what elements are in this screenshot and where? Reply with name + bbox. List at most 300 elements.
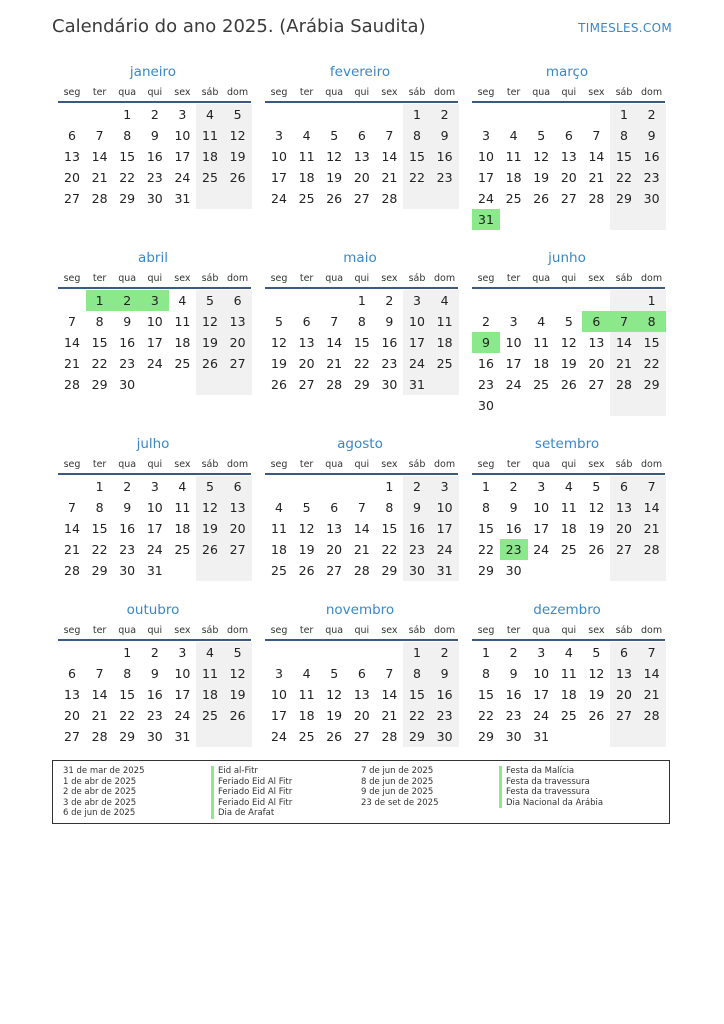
weekday-header: qui	[354, 87, 370, 98]
day-cell: 29	[409, 729, 425, 744]
day-cell: 29	[91, 377, 108, 392]
day-cell: 20	[64, 170, 80, 185]
day-cell: 23	[643, 170, 660, 185]
weekday-header: dom	[641, 459, 663, 470]
day-cell: 10	[533, 500, 550, 515]
day-cell: 19	[229, 149, 246, 164]
day-cell: 23	[436, 708, 453, 723]
day-cell: 15	[91, 335, 108, 350]
day-cell: 30	[119, 377, 136, 392]
day-cell: 23	[119, 356, 136, 371]
day-cell: 31	[436, 563, 453, 578]
holiday-day-cell: 31	[472, 209, 500, 230]
day-cell: 7	[385, 666, 394, 681]
legend-date: 31 de mar de 2025	[63, 766, 145, 776]
weekday-header: qua	[325, 87, 344, 98]
weekday-header: qui	[354, 459, 370, 470]
day-cell: 20	[229, 335, 246, 350]
day-cell: 22	[353, 356, 370, 371]
day-cell: 12	[588, 500, 605, 515]
weekday-header: ter	[506, 87, 521, 98]
day-cell: 18	[505, 170, 522, 185]
day-cell: 28	[381, 191, 398, 206]
day-cell: 1	[647, 293, 656, 308]
legend-date: 6 de jun de 2025	[63, 808, 136, 819]
day-cell: 2	[123, 479, 132, 494]
day-cell: 17	[436, 521, 453, 536]
day-cell: 10	[533, 666, 550, 681]
day-cell: 10	[409, 314, 425, 329]
day-cell: 5	[592, 645, 601, 660]
holiday-day-cell: 2	[113, 290, 141, 311]
weekday-header: qua	[532, 625, 551, 636]
weekday-header: dom	[227, 87, 249, 98]
holiday-day-cell: 23	[500, 539, 528, 560]
day-cell: 16	[505, 521, 522, 536]
day-cell: 6	[330, 500, 339, 515]
day-cell: 4	[275, 500, 283, 515]
day-cell: 1	[620, 107, 628, 122]
day-cell: 18	[202, 687, 218, 702]
day-cell: 29	[119, 191, 136, 206]
day-cell: 16	[409, 521, 425, 536]
day-cell: 12	[229, 666, 246, 681]
header-rule	[472, 101, 665, 103]
day-cell: 16	[381, 335, 398, 350]
day-cell: 28	[64, 377, 80, 392]
day-cell: 25	[174, 356, 191, 371]
day-cell: 29	[478, 563, 494, 578]
day-cell: 6	[564, 128, 573, 143]
day-cell: 24	[271, 729, 287, 744]
header-rule	[58, 287, 251, 289]
day-cell: 28	[616, 377, 632, 392]
day-cell: 3	[275, 666, 283, 681]
weekday-header: ter	[506, 459, 521, 470]
weekday-header: qui	[561, 459, 577, 470]
day-cell: 15	[409, 687, 425, 702]
day-cell: 2	[647, 107, 656, 122]
weekday-header: ter	[92, 625, 107, 636]
day-cell: 17	[533, 687, 550, 702]
weekday-header: qui	[147, 459, 163, 470]
weekday-header: ter	[92, 273, 107, 284]
weekday-header: sáb	[201, 625, 219, 636]
day-cell: 6	[233, 293, 242, 308]
day-cell: 7	[357, 500, 366, 515]
day-cell: 21	[91, 708, 108, 723]
day-cell: 21	[381, 170, 398, 185]
day-cell: 4	[564, 479, 573, 494]
day-cell: 21	[64, 542, 80, 557]
weekday-header: dom	[227, 273, 249, 284]
day-cell: 17	[174, 149, 191, 164]
month-name: abril	[138, 250, 168, 266]
day-cell: 15	[478, 687, 494, 702]
day-cell: 3	[482, 128, 490, 143]
day-cell: 21	[381, 708, 398, 723]
day-cell: 21	[64, 356, 80, 371]
day-cell: 14	[326, 335, 343, 350]
header-rule	[58, 101, 251, 103]
day-cell: 22	[616, 170, 632, 185]
day-cell: 7	[95, 666, 104, 681]
day-cell: 23	[381, 356, 398, 371]
day-cell: 11	[174, 314, 191, 329]
day-cell: 2	[150, 107, 159, 122]
weekday-header: qua	[118, 87, 137, 98]
day-cell: 26	[588, 708, 605, 723]
day-cell: 16	[436, 149, 453, 164]
weekday-header: seg	[477, 273, 495, 284]
month-name: julho	[136, 436, 170, 452]
day-cell: 20	[326, 542, 343, 557]
day-cell: 4	[564, 645, 573, 660]
day-cell: 14	[91, 149, 108, 164]
day-cell: 21	[616, 356, 632, 371]
legend-holiday-name: Festa da travessura	[499, 777, 603, 788]
day-cell: 15	[353, 335, 370, 350]
holiday-day-cell: 3	[141, 290, 169, 311]
holiday-day-cell: 9	[472, 332, 500, 353]
day-cell: 8	[123, 666, 132, 681]
day-cell: 1	[482, 479, 490, 494]
day-cell: 10	[478, 149, 494, 164]
day-cell: 4	[537, 314, 546, 329]
day-cell: 9	[509, 500, 518, 515]
day-cell: 24	[505, 377, 522, 392]
day-cell: 19	[229, 687, 246, 702]
day-cell: 13	[64, 687, 80, 702]
day-cell: 24	[533, 708, 550, 723]
day-cell: 10	[436, 500, 453, 515]
day-cell: 27	[616, 542, 632, 557]
day-cell: 17	[271, 170, 287, 185]
day-cell: 26	[229, 170, 246, 185]
weekday-header: sex	[588, 87, 605, 98]
legend-names-left	[211, 766, 292, 819]
weekday-header: dom	[227, 459, 249, 470]
day-cell: 14	[353, 521, 370, 536]
day-cell: 28	[588, 191, 605, 206]
day-cell: 21	[91, 170, 108, 185]
day-cell: 4	[302, 128, 311, 143]
day-cell: 1	[123, 645, 132, 660]
day-cell: 21	[353, 542, 370, 557]
weekday-header: seg	[270, 273, 288, 284]
weekday-header: seg	[477, 625, 495, 636]
day-cell: 18	[533, 356, 550, 371]
header-rule	[472, 473, 665, 475]
day-cell: 19	[202, 521, 218, 536]
header-rule	[472, 287, 665, 289]
day-cell: 9	[509, 666, 518, 681]
day-cell: 16	[119, 521, 136, 536]
day-cell: 26	[560, 377, 577, 392]
day-cell: 26	[326, 729, 343, 744]
day-cell: 18	[202, 149, 218, 164]
day-cell: 12	[229, 128, 246, 143]
day-cell: 8	[482, 666, 490, 681]
day-cell: 16	[643, 149, 660, 164]
day-cell: 21	[326, 356, 343, 371]
day-cell: 24	[409, 356, 425, 371]
weekday-header: sáb	[615, 459, 633, 470]
day-cell: 28	[91, 729, 108, 744]
day-cell: 25	[298, 729, 315, 744]
day-cell: 12	[202, 500, 218, 515]
day-cell: 27	[616, 708, 632, 723]
weekday-header: dom	[641, 273, 663, 284]
day-cell: 9	[123, 500, 132, 515]
day-cell: 7	[68, 500, 76, 515]
legend-holiday-name: Eid al-Fitr	[211, 766, 292, 777]
day-cell: 25	[560, 708, 577, 723]
day-cell: 7	[330, 314, 339, 329]
weekday-header: sex	[174, 87, 191, 98]
day-cell: 30	[409, 563, 425, 578]
day-cell: 6	[68, 128, 76, 143]
day-cell: 18	[436, 335, 453, 350]
day-cell: 17	[146, 521, 163, 536]
day-cell: 30	[146, 729, 163, 744]
day-cell: 4	[302, 666, 311, 681]
day-cell: 2	[385, 293, 394, 308]
day-cell: 10	[146, 314, 163, 329]
day-cell: 11	[202, 666, 218, 681]
weekday-header: sex	[174, 273, 191, 284]
day-cell: 11	[533, 335, 550, 350]
day-cell: 31	[409, 377, 425, 392]
day-cell: 11	[271, 521, 287, 536]
header-rule	[58, 639, 251, 641]
day-cell: 20	[229, 521, 246, 536]
day-cell: 25	[298, 191, 315, 206]
day-cell: 30	[478, 398, 494, 413]
day-cell: 28	[64, 563, 80, 578]
day-cell: 31	[146, 563, 163, 578]
day-cell: 2	[482, 314, 490, 329]
day-cell: 19	[560, 356, 577, 371]
weekday-header: sex	[588, 625, 605, 636]
day-cell: 31	[174, 729, 191, 744]
day-cell: 9	[440, 666, 449, 681]
day-cell: 8	[95, 500, 104, 515]
day-cell: 24	[174, 708, 191, 723]
day-cell: 30	[119, 563, 136, 578]
day-cell: 23	[146, 708, 163, 723]
day-cell: 18	[298, 708, 315, 723]
weekday-header: seg	[63, 459, 81, 470]
day-cell: 30	[381, 377, 398, 392]
day-cell: 19	[588, 687, 605, 702]
day-cell: 25	[533, 377, 550, 392]
day-cell: 27	[353, 191, 370, 206]
day-cell: 5	[206, 293, 214, 308]
day-cell: 27	[229, 542, 246, 557]
day-cell: 12	[202, 314, 218, 329]
day-cell: 3	[440, 479, 449, 494]
day-cell: 10	[271, 149, 287, 164]
legend-names-right	[499, 766, 603, 808]
day-cell: 25	[202, 708, 218, 723]
day-cell: 24	[478, 191, 494, 206]
day-cell: 28	[353, 563, 370, 578]
day-cell: 5	[233, 645, 242, 660]
month-name: maio	[343, 250, 377, 266]
day-cell: 8	[482, 500, 490, 515]
day-cell: 21	[643, 521, 660, 536]
day-cell: 7	[68, 314, 76, 329]
day-cell: 14	[91, 687, 108, 702]
day-cell: 22	[478, 708, 494, 723]
day-cell: 10	[505, 335, 522, 350]
weekday-header: dom	[227, 625, 249, 636]
weekday-header: sex	[381, 87, 398, 98]
day-cell: 22	[119, 708, 136, 723]
day-cell: 2	[509, 479, 518, 494]
day-cell: 5	[592, 479, 601, 494]
day-cell: 9	[647, 128, 656, 143]
day-cell: 26	[202, 542, 218, 557]
month-name: janeiro	[129, 64, 177, 80]
weekday-header: seg	[63, 625, 81, 636]
day-cell: 20	[616, 687, 632, 702]
day-cell: 17	[174, 687, 191, 702]
day-cell: 23	[409, 542, 425, 557]
day-cell: 30	[505, 563, 522, 578]
day-cell: 22	[119, 170, 136, 185]
day-cell: 9	[150, 128, 159, 143]
day-cell: 20	[353, 170, 370, 185]
weekday-header: seg	[63, 273, 81, 284]
day-cell: 5	[330, 128, 339, 143]
weekday-header: seg	[477, 87, 495, 98]
day-cell: 20	[298, 356, 315, 371]
day-cell: 30	[146, 191, 163, 206]
day-cell: 1	[123, 107, 132, 122]
weekday-header: ter	[92, 87, 107, 98]
day-cell: 1	[385, 479, 394, 494]
holiday-day-cell: 1	[86, 290, 114, 311]
header-rule	[265, 473, 458, 475]
legend-date: 7 de jun de 2025	[361, 766, 434, 776]
day-cell: 13	[64, 149, 80, 164]
day-cell: 15	[616, 149, 632, 164]
day-cell: 17	[146, 335, 163, 350]
day-cell: 14	[64, 335, 80, 350]
day-cell: 16	[146, 687, 163, 702]
day-cell: 27	[588, 377, 605, 392]
month-name: março	[545, 64, 589, 80]
day-cell: 5	[275, 314, 283, 329]
day-cell: 17	[409, 335, 425, 350]
day-cell: 18	[271, 542, 287, 557]
day-cell: 19	[202, 335, 218, 350]
day-cell: 5	[330, 666, 339, 681]
month-name: novembro	[325, 602, 395, 618]
day-cell: 19	[298, 542, 315, 557]
day-cell: 27	[64, 729, 80, 744]
day-cell: 23	[478, 377, 494, 392]
day-cell: 5	[564, 314, 573, 329]
day-cell: 22	[91, 542, 108, 557]
day-cell: 19	[588, 521, 605, 536]
day-cell: 21	[588, 170, 605, 185]
weekday-header: dom	[434, 459, 456, 470]
day-cell: 10	[174, 666, 191, 681]
day-cell: 26	[229, 708, 246, 723]
day-cell: 5	[233, 107, 242, 122]
day-cell: 6	[357, 666, 366, 681]
weekday-header: qua	[118, 273, 137, 284]
weekday-header: sáb	[201, 459, 219, 470]
day-cell: 23	[436, 170, 453, 185]
day-cell: 7	[95, 128, 104, 143]
day-cell: 28	[91, 191, 108, 206]
day-cell: 20	[616, 521, 632, 536]
day-cell: 27	[560, 191, 577, 206]
day-cell: 8	[413, 128, 421, 143]
day-cell: 11	[202, 128, 218, 143]
day-cell: 12	[533, 149, 550, 164]
day-cell: 3	[537, 479, 546, 494]
day-cell: 7	[647, 479, 656, 494]
day-cell: 8	[123, 128, 132, 143]
day-cell: 29	[478, 729, 494, 744]
day-cell: 1	[482, 645, 490, 660]
day-cell: 22	[409, 170, 425, 185]
day-cell: 11	[298, 149, 315, 164]
day-cell: 13	[616, 666, 632, 681]
day-cell: 27	[64, 191, 80, 206]
weekday-header: ter	[299, 459, 314, 470]
day-cell: 23	[119, 542, 136, 557]
legend-holiday-name: Feriado Eid Al Fitr	[211, 798, 292, 809]
weekday-header: seg	[63, 87, 81, 98]
day-cell: 14	[588, 149, 605, 164]
day-cell: 27	[298, 377, 315, 392]
month-name: agosto	[337, 436, 383, 452]
day-cell: 26	[271, 377, 287, 392]
day-cell: 20	[588, 356, 605, 371]
weekday-header: sáb	[201, 273, 219, 284]
day-cell: 25	[202, 170, 218, 185]
weekday-header: dom	[641, 625, 663, 636]
day-cell: 7	[385, 128, 394, 143]
legend-date: 23 de set de 2025	[361, 797, 439, 808]
weekday-header: qua	[532, 273, 551, 284]
legend-holiday-name: Feriado Eid Al Fitr	[211, 777, 292, 788]
weekday-header: sex	[174, 625, 191, 636]
site-brand-link[interactable]: TIMESLES.COM	[578, 21, 672, 35]
day-cell: 22	[381, 542, 398, 557]
day-cell: 5	[537, 128, 546, 143]
day-cell: 15	[91, 521, 108, 536]
day-cell: 14	[381, 149, 398, 164]
day-cell: 20	[560, 170, 577, 185]
day-cell: 7	[592, 128, 601, 143]
day-cell: 14	[616, 335, 632, 350]
day-cell: 7	[647, 645, 656, 660]
day-cell: 27	[229, 356, 246, 371]
day-cell: 8	[413, 666, 421, 681]
weekday-header: qui	[354, 625, 370, 636]
weekday-header: qua	[325, 459, 344, 470]
day-cell: 14	[381, 687, 398, 702]
day-cell: 5	[302, 500, 311, 515]
day-cell: 16	[478, 356, 494, 371]
